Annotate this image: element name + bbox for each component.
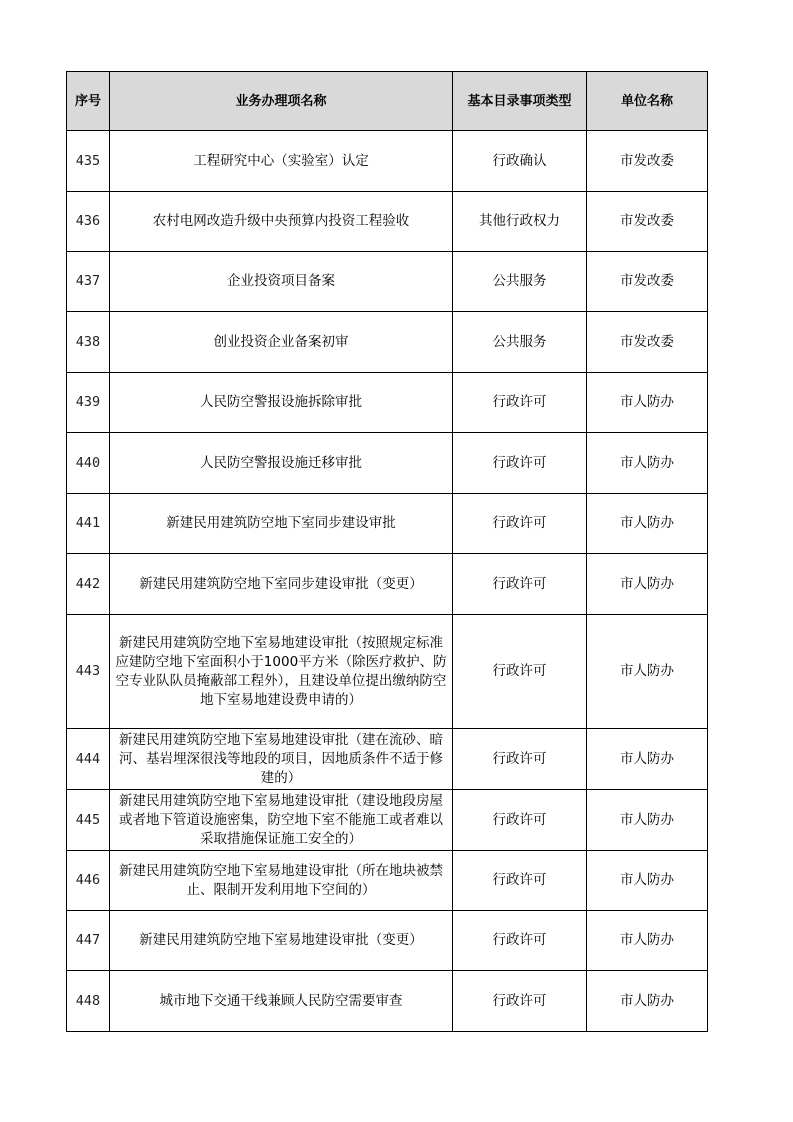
row-unit-name: 市发改委: [587, 131, 708, 192]
row-item-name: 创业投资企业备案初审: [110, 312, 453, 373]
table-row: [67, 433, 708, 494]
row-number: 439: [67, 373, 110, 433]
row-item-name: 新建民用建筑防空地下室易地建设审批（建设地段房屋或者地下管道设施密集，防空地下室不能施工或者难以采取措施保证施工安全的）: [110, 790, 453, 851]
table-row: [67, 373, 708, 433]
row-unit-name: 市人防办: [587, 615, 708, 729]
row-number: 438: [67, 312, 110, 373]
row-item-name: 新建民用建筑防空地下室易地建设审批（按照规定标准应建防空地下室面积小于1000平方米（除医疗救护、防空专业队队员掩蔽部工程外），且建设单位提出缴纳防空地下室易地建设费申请的）: [110, 615, 453, 729]
row-item-type: 公共服务: [453, 312, 587, 373]
row-unit-name: 市人防办: [587, 554, 708, 615]
row-item-name: 农村电网改造升级中央预算内投资工程验收: [110, 192, 453, 252]
header-item-name: 业务办理项名称: [110, 72, 453, 131]
row-unit-name: 市人防办: [587, 729, 708, 790]
row-unit-name: 市人防办: [587, 790, 708, 851]
table-row: [67, 312, 708, 373]
table-row: [67, 615, 708, 729]
row-unit-name: 市发改委: [587, 192, 708, 252]
row-item-name: 工程研究中心（实验室）认定: [110, 131, 453, 192]
row-unit-name: 市发改委: [587, 252, 708, 312]
row-item-type: 行政许可: [453, 373, 587, 433]
row-item-type: 行政许可: [453, 971, 587, 1032]
row-number: 436: [67, 192, 110, 252]
table-row: [67, 252, 708, 312]
row-number: 435: [67, 131, 110, 192]
row-item-name: 新建民用建筑防空地下室同步建设审批（变更）: [110, 554, 453, 615]
row-unit-name: 市人防办: [587, 851, 708, 911]
row-item-name: 新建民用建筑防空地下室易地建设审批（变更）: [110, 911, 453, 971]
row-item-name: 新建民用建筑防空地下室同步建设审批: [110, 494, 453, 554]
row-item-type: 行政许可: [453, 494, 587, 554]
table-row: [67, 911, 708, 971]
row-unit-name: 市人防办: [587, 494, 708, 554]
table-row: [67, 729, 708, 790]
table-row: [67, 851, 708, 911]
row-unit-name: 市人防办: [587, 433, 708, 494]
row-item-name: 企业投资项目备案: [110, 252, 453, 312]
row-unit-name: 市发改委: [587, 312, 708, 373]
row-item-type: 行政许可: [453, 790, 587, 851]
row-number: 443: [67, 615, 110, 729]
table-header-row: [67, 72, 708, 131]
header-unit-name: 单位名称: [587, 72, 708, 131]
row-number: 445: [67, 790, 110, 851]
row-item-type: 行政许可: [453, 851, 587, 911]
table-row: [67, 554, 708, 615]
row-number: 448: [67, 971, 110, 1032]
header-seq: 序号: [67, 72, 110, 131]
table-row: [67, 131, 708, 192]
row-item-type: 行政许可: [453, 615, 587, 729]
row-number: 444: [67, 729, 110, 790]
table-row: [67, 790, 708, 851]
row-item-name: 新建民用建筑防空地下室易地建设审批（所在地块被禁止、限制开发利用地下空间的）: [110, 851, 453, 911]
row-unit-name: 市人防办: [587, 911, 708, 971]
row-number: 440: [67, 433, 110, 494]
table-row: [67, 971, 708, 1032]
row-number: 441: [67, 494, 110, 554]
row-item-type: 公共服务: [453, 252, 587, 312]
row-item-name: 人民防空警报设施拆除审批: [110, 373, 453, 433]
row-number: 446: [67, 851, 110, 911]
row-item-type: 行政许可: [453, 433, 587, 494]
row-item-type: 其他行政权力: [453, 192, 587, 252]
row-unit-name: 市人防办: [587, 373, 708, 433]
row-unit-name: 市人防办: [587, 971, 708, 1032]
table-row: [67, 192, 708, 252]
row-item-type: 行政许可: [453, 729, 587, 790]
table-row: [67, 494, 708, 554]
row-item-type: 行政许可: [453, 554, 587, 615]
row-item-type: 行政确认: [453, 131, 587, 192]
row-item-type: 行政许可: [453, 911, 587, 971]
service-items-table: [66, 71, 708, 1032]
header-item-type: 基本目录事项类型: [453, 72, 587, 131]
row-item-name: 新建民用建筑防空地下室易地建设审批（建在流砂、暗河、基岩埋深很浅等地段的项目，因地质条件不适于修建的）: [110, 729, 453, 790]
row-item-name: 人民防空警报设施迁移审批: [110, 433, 453, 494]
row-item-name: 城市地下交通干线兼顾人民防空需要审查: [110, 971, 453, 1032]
row-number: 447: [67, 911, 110, 971]
row-number: 442: [67, 554, 110, 615]
row-number: 437: [67, 252, 110, 312]
